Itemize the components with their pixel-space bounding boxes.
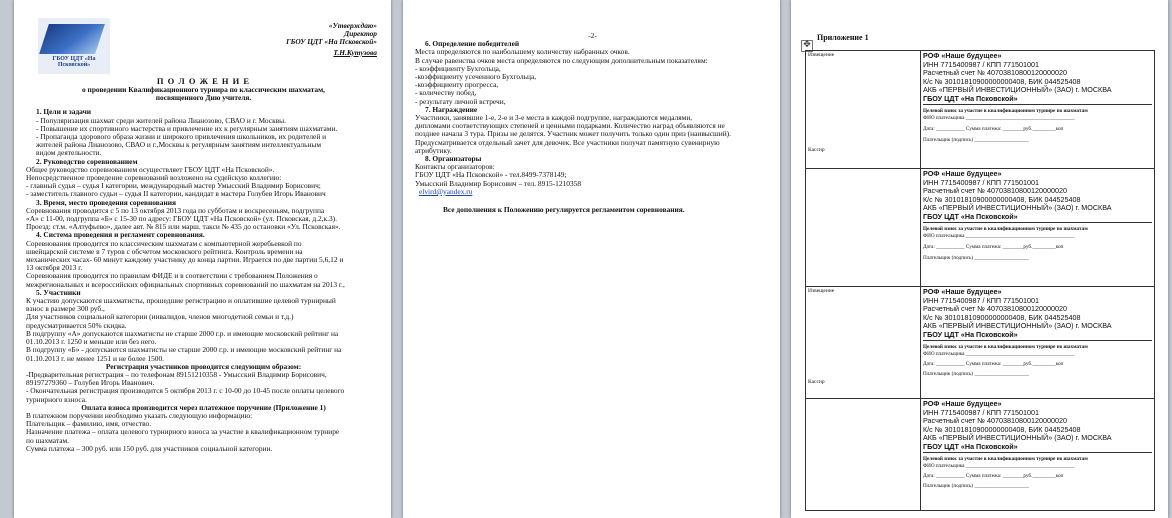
page-number: -2- bbox=[588, 32, 597, 40]
text-line: «А» с 11-00, подгруппа «Б» с 15-30 по адресу: ГБОУ ЦДТ «На Псковской» (ул. Псковская, д.2,к.3). bbox=[26, 215, 337, 224]
text-line: В платежном поручении необходимо указать следующую информацию: bbox=[26, 411, 253, 420]
payment-receipt bbox=[805, 286, 1155, 511]
payer-field: ФИО плательщика __________________________________________ bbox=[923, 232, 1075, 239]
section-heading: 5. Участники bbox=[36, 288, 81, 297]
section-heading: 3. Время, место проведения соревнования bbox=[36, 198, 176, 207]
text-line: 13 октября 2013 г. bbox=[26, 264, 83, 273]
signature-field: Плательщик (подпись) _____________________ bbox=[923, 482, 1029, 489]
approval-line: ГБОУ ЦДТ «На Псковской» bbox=[286, 38, 377, 47]
text-line: взнос в размере 300 руб., bbox=[26, 305, 105, 314]
bank-detail: ИНН 7715400987 / КПП 771501001 bbox=[923, 177, 1040, 187]
text-line: 01.10.2013 г. не менее 1251 и не более 1500. bbox=[26, 354, 164, 363]
bank-detail: К/с № 30101810900000000408, БИК 044525408 bbox=[923, 194, 1081, 204]
payee-org: ГБОУ ЦДТ «На Псковской» bbox=[923, 213, 1152, 223]
logo-mark bbox=[39, 24, 105, 54]
text-line: - заместитель главного судьи – судья II категории, кандидат в мастера Голубев Игорь Иванович bbox=[26, 190, 326, 199]
bank-detail: АКБ «ПЕРВЫЙ ИНВЕСТИЦИОННЫЙ» (ЗАО) г. МОСКВА bbox=[923, 203, 1112, 213]
text-line: Для участников социальной категории (инвалидов, членов многодетной семьи и т.д.) bbox=[26, 313, 294, 322]
text-line: Контакты организаторов: bbox=[415, 163, 495, 172]
text-line: - Окончательная регистрация производится 5 октября 2013 г. с 10-00 до 10-45 после оплаты целевого bbox=[26, 387, 345, 396]
text-line: В случае равенства очков места определяются по следующим дополнительным показателям: bbox=[415, 56, 708, 65]
text-line: Соревнования проводится по классическим шахматам с компьютерной жеребьевкой по bbox=[26, 239, 302, 248]
payer-field: ФИО плательщика __________________________________________ bbox=[923, 462, 1075, 469]
bank-detail: ИНН 7715400987 / КПП 771501001 bbox=[923, 59, 1040, 69]
signature-field: Плательщик (подпись) _____________________ bbox=[923, 136, 1029, 143]
text-line: В подгруппу «Б» - допускаются шахматисты не старше 2000 г.р. и имеющие московский рейтинг на bbox=[26, 346, 342, 355]
doc-title: П О Л О Ж Е Н И Е bbox=[156, 76, 251, 86]
bank-detail: Расчетный счет № 40703810800120000020 bbox=[923, 416, 1067, 426]
payment-purpose: Целевой взнос за участие в квалификационном турнире по шахматам bbox=[923, 455, 1088, 462]
signature-field: Плательщик (подпись) _____________________ bbox=[923, 370, 1029, 377]
document-page-2 bbox=[403, 0, 780, 518]
organization-logo bbox=[38, 18, 110, 74]
payee-org: ГБОУ ЦДТ «На Псковской» bbox=[923, 95, 1152, 105]
notice-label: Извещение bbox=[808, 52, 835, 58]
approval-block bbox=[217, 22, 377, 57]
doc-subtitle: посвященного Дню учителя. bbox=[155, 94, 252, 103]
amount-field: Дата: ___________ Сумма платежа: ________руб._________коп bbox=[923, 472, 1064, 479]
text-line: швейцарской системе в 7 туров с обсчетом московского рейтинга. Контроль времени на bbox=[26, 247, 303, 256]
section-heading: Оплата взноса производится через платежное поручение (Приложение 1) bbox=[81, 403, 326, 412]
receipt-label-cell bbox=[806, 287, 921, 399]
receipt-label-cell bbox=[806, 169, 921, 287]
section-heading: 2. Руководство соревнованием bbox=[36, 157, 138, 166]
bank-detail: АКБ «ПЕРВЫЙ ИНВЕСТИЦИОННЫЙ» (ЗАО) г. МОСКВА bbox=[923, 85, 1112, 95]
text-line: - Повышение их спортивного мастерства и привлечение их к регулярным занятиям шахматами. bbox=[36, 124, 338, 133]
text-line: механических часах- 60 минут каждому участнику до конца партии. Играется по две партии 5,6,12 и bbox=[26, 256, 344, 265]
appendix-heading: Приложение 1 bbox=[817, 34, 869, 42]
section-heading: 1. Цели и задачи bbox=[36, 108, 92, 117]
text-line: межрегиональных и всероссийских официальных спортивных соревнований по шахматам на 2013 г., bbox=[26, 280, 345, 289]
text-line: В подгруппу «А» допускаются шахматисты не старше 2000 г.р. и имеющие московский рейтинг на bbox=[26, 329, 339, 338]
amount-field: Дата: ___________ Сумма платежа: ________руб._________коп bbox=[923, 125, 1064, 132]
notice-label: Извещение bbox=[808, 288, 835, 294]
doc-subtitle: о проведении Квалификационного турнира по классическим шахматам, bbox=[82, 86, 325, 94]
document-page-3 bbox=[791, 0, 1168, 518]
text-line: - главный судья – судья I категории, международный мастер Умысский Владимир Борисович; bbox=[26, 182, 321, 191]
text-line: предусматривается 50% скидка. bbox=[26, 321, 127, 330]
cashier-label: Кассир bbox=[808, 146, 825, 153]
table-move-handle-icon[interactable]: ✥ bbox=[801, 40, 813, 52]
text-line: 01.10.2013 г. 1250 и меньше или без него. bbox=[26, 338, 157, 347]
text-line: Умысский Владимир Борисович – тел. 8915-1210358 bbox=[415, 179, 582, 188]
text-line: Непосредственное проведение соревнований возложено на судейскую коллегию: bbox=[26, 174, 282, 183]
text-line: -Предварительная регистрация – по телефонам 89151210358 - Умысский Владимир Борисович, bbox=[26, 370, 327, 379]
cashier-label: Кассир bbox=[808, 378, 825, 385]
main-text bbox=[415, 32, 770, 214]
section-heading: Регистрация участников проводится следующим образом: bbox=[105, 362, 302, 371]
text-line: К участию допускаются шахматисты, прошедшие регистрацию и оплатившие целевой турнирный bbox=[26, 297, 336, 306]
section-heading: 4. Система проведения и регламент соревнования. bbox=[36, 231, 205, 240]
text-line: - коэффициенту Бухгольца, bbox=[415, 64, 501, 73]
bank-detail: К/с № 30101810900000000408, БИК 044525408 bbox=[923, 424, 1081, 434]
text-line: жителей района Лианозово, СВАО и г.,Москвы к регулярным занятиям интеллектуальным bbox=[36, 141, 322, 150]
payee-name: РОФ «Наше будущее» bbox=[923, 51, 1002, 60]
receipt-label-cell bbox=[806, 399, 921, 511]
section-heading: 6. Определение победителей bbox=[425, 40, 520, 49]
payment-purpose: Целевой взнос за участие в квалификационном турнире по шахматам bbox=[923, 107, 1088, 114]
text-line: Предусматривается отдельный зачет для девочек. Все участники получат памятную сувенирную bbox=[415, 138, 720, 147]
payment-purpose: Целевой взнос за участие в квалификационном турнире по шахматам bbox=[923, 225, 1088, 232]
payer-field: ФИО плательщика __________________________________________ bbox=[923, 350, 1075, 357]
payment-purpose: Целевой взнос за участие в квалификационном турнире по шахматам bbox=[923, 343, 1088, 350]
text-line: Соревнования проводится с 5 по 13 октября 2013 года по субботам и воскресеньям, подгруппа bbox=[26, 206, 325, 215]
bank-detail: Расчетный счет № 40703810800120000020 bbox=[923, 186, 1067, 196]
text-line: Плательщик – фамилию, имя, отчество. bbox=[26, 420, 152, 429]
document-page-1 bbox=[14, 0, 391, 518]
text-line: Общее руководство соревнованием осуществляет ГБОУ ЦДТ «На Псковской». bbox=[26, 165, 275, 174]
bank-detail: Расчетный счет № 40703810800120000020 bbox=[923, 68, 1067, 78]
payee-org: ГБОУ ЦДТ «На Псковской» bbox=[923, 331, 1152, 341]
receipt-bank-cell bbox=[921, 399, 1155, 511]
bank-detail: АКБ «ПЕРВЫЙ ИНВЕСТИЦИОННЫЙ» (ЗАО) г. МОСКВА bbox=[923, 433, 1112, 443]
receipt-bank-cell bbox=[921, 169, 1155, 287]
text-line: - результату личной встречи, bbox=[415, 97, 506, 106]
amount-field: Дата: ___________ Сумма платежа: ________руб._________коп bbox=[923, 243, 1064, 250]
approval-signature: Т.Н.Кутузова bbox=[333, 48, 377, 57]
bank-detail: К/с № 30101810900000000408, БИК 044525408 bbox=[923, 76, 1081, 86]
text-line: по шахматам. bbox=[26, 436, 70, 445]
closing-note: Все дополнения к Положению регулируется регламентом соревнования. bbox=[443, 206, 685, 215]
text-line: - Пропаганда здорового образа жизни и широкого привлечения школьников, их родителей и bbox=[36, 133, 327, 142]
section-heading: 7. Награждение bbox=[425, 105, 478, 114]
text-line: видом деятельности. bbox=[36, 149, 102, 158]
text-line: Участники, занявшие 1-е, 2-е и 3-е места в каждой подгруппе, награждаются медалями, bbox=[415, 114, 693, 123]
text-line: турнирного взноса. bbox=[26, 395, 87, 404]
main-text bbox=[26, 76, 381, 453]
payer-field: ФИО плательщика __________________________________________ bbox=[923, 114, 1075, 121]
payee-org: ГБОУ ЦДТ «На Псковской» bbox=[923, 443, 1152, 453]
text-line: Сумма платежа – 300 руб. или 150 руб. для участников социальной категории. bbox=[26, 444, 273, 453]
bank-detail: К/с № 30101810900000000408, БИК 044525408 bbox=[923, 312, 1081, 322]
approval-line: Директор bbox=[344, 30, 377, 39]
payment-receipt bbox=[805, 50, 1155, 287]
signature-field: Плательщик (подпись) _____________________ bbox=[923, 254, 1029, 261]
approval-line: «Утверждаю» bbox=[328, 22, 377, 30]
payee-name: РОФ «Наше будущее» bbox=[923, 399, 1002, 408]
receipt-bank-cell bbox=[921, 51, 1155, 169]
text-line: Соревнования проводится по правилам ФИДЕ и в соответствии с требованием Положения о bbox=[26, 272, 318, 281]
payee-name: РОФ «Наше будущее» bbox=[923, 287, 1002, 296]
bank-detail: ИНН 7715400987 / КПП 771501001 bbox=[923, 407, 1040, 417]
logo-text: ГБОУ ЦДТ «На Псковской» bbox=[52, 56, 96, 68]
text-line: 89197279360 – Голубев Игорь Иванович. bbox=[26, 379, 155, 388]
text-line: атрибутику. bbox=[415, 146, 452, 155]
email-link[interactable]: elvird@yandex.ru bbox=[419, 187, 473, 196]
text-line: позднее начала 3 тура. Призы не делятся. Участник может получить только один приз (наивысший). bbox=[415, 130, 731, 139]
text-line: -коэффициенту усеченного Бухгольца, bbox=[415, 73, 537, 82]
amount-field: Дата: ___________ Сумма платежа: ________руб._________коп bbox=[923, 360, 1064, 367]
bank-detail: ИНН 7715400987 / КПП 771501001 bbox=[923, 295, 1040, 305]
text-line: дипломами соответствующих степеней и ценными подарками. Количество наград объявляются не bbox=[415, 122, 725, 131]
text-line: Проезд: ст.м. «Алтуфьево», далее авт. № 815 или марш. такси № 435 до остановки «Ул. Псковская». bbox=[26, 223, 341, 232]
text-line: - количеству побед, bbox=[415, 89, 477, 98]
text-line: ГБОУ ЦДТ «На Псковской» - тел.8499-7378149; bbox=[415, 171, 567, 180]
text-line: Назначение платежа – оплата целевого турнирного взноса за участие в квалификационном турнире bbox=[26, 428, 340, 437]
text-line: -коэффициенту прогресса, bbox=[415, 81, 499, 90]
bank-detail: Расчетный счет № 40703810800120000020 bbox=[923, 304, 1067, 314]
receipt-bank-cell bbox=[921, 287, 1155, 399]
text-line: Места определяются по наибольшему количеству набранных очков. bbox=[415, 48, 630, 57]
bank-detail: АКБ «ПЕРВЫЙ ИНВЕСТИЦИОННЫЙ» (ЗАО) г. МОСКВА bbox=[923, 321, 1112, 331]
receipt-label-cell bbox=[806, 51, 921, 169]
section-heading: 8. Организаторы bbox=[425, 155, 482, 164]
payee-name: РОФ «Наше будущее» bbox=[923, 169, 1002, 178]
text-line: - Популяризация шахмат среди жителей района Лианозово, СВАО и г. Москвы. bbox=[36, 116, 286, 125]
